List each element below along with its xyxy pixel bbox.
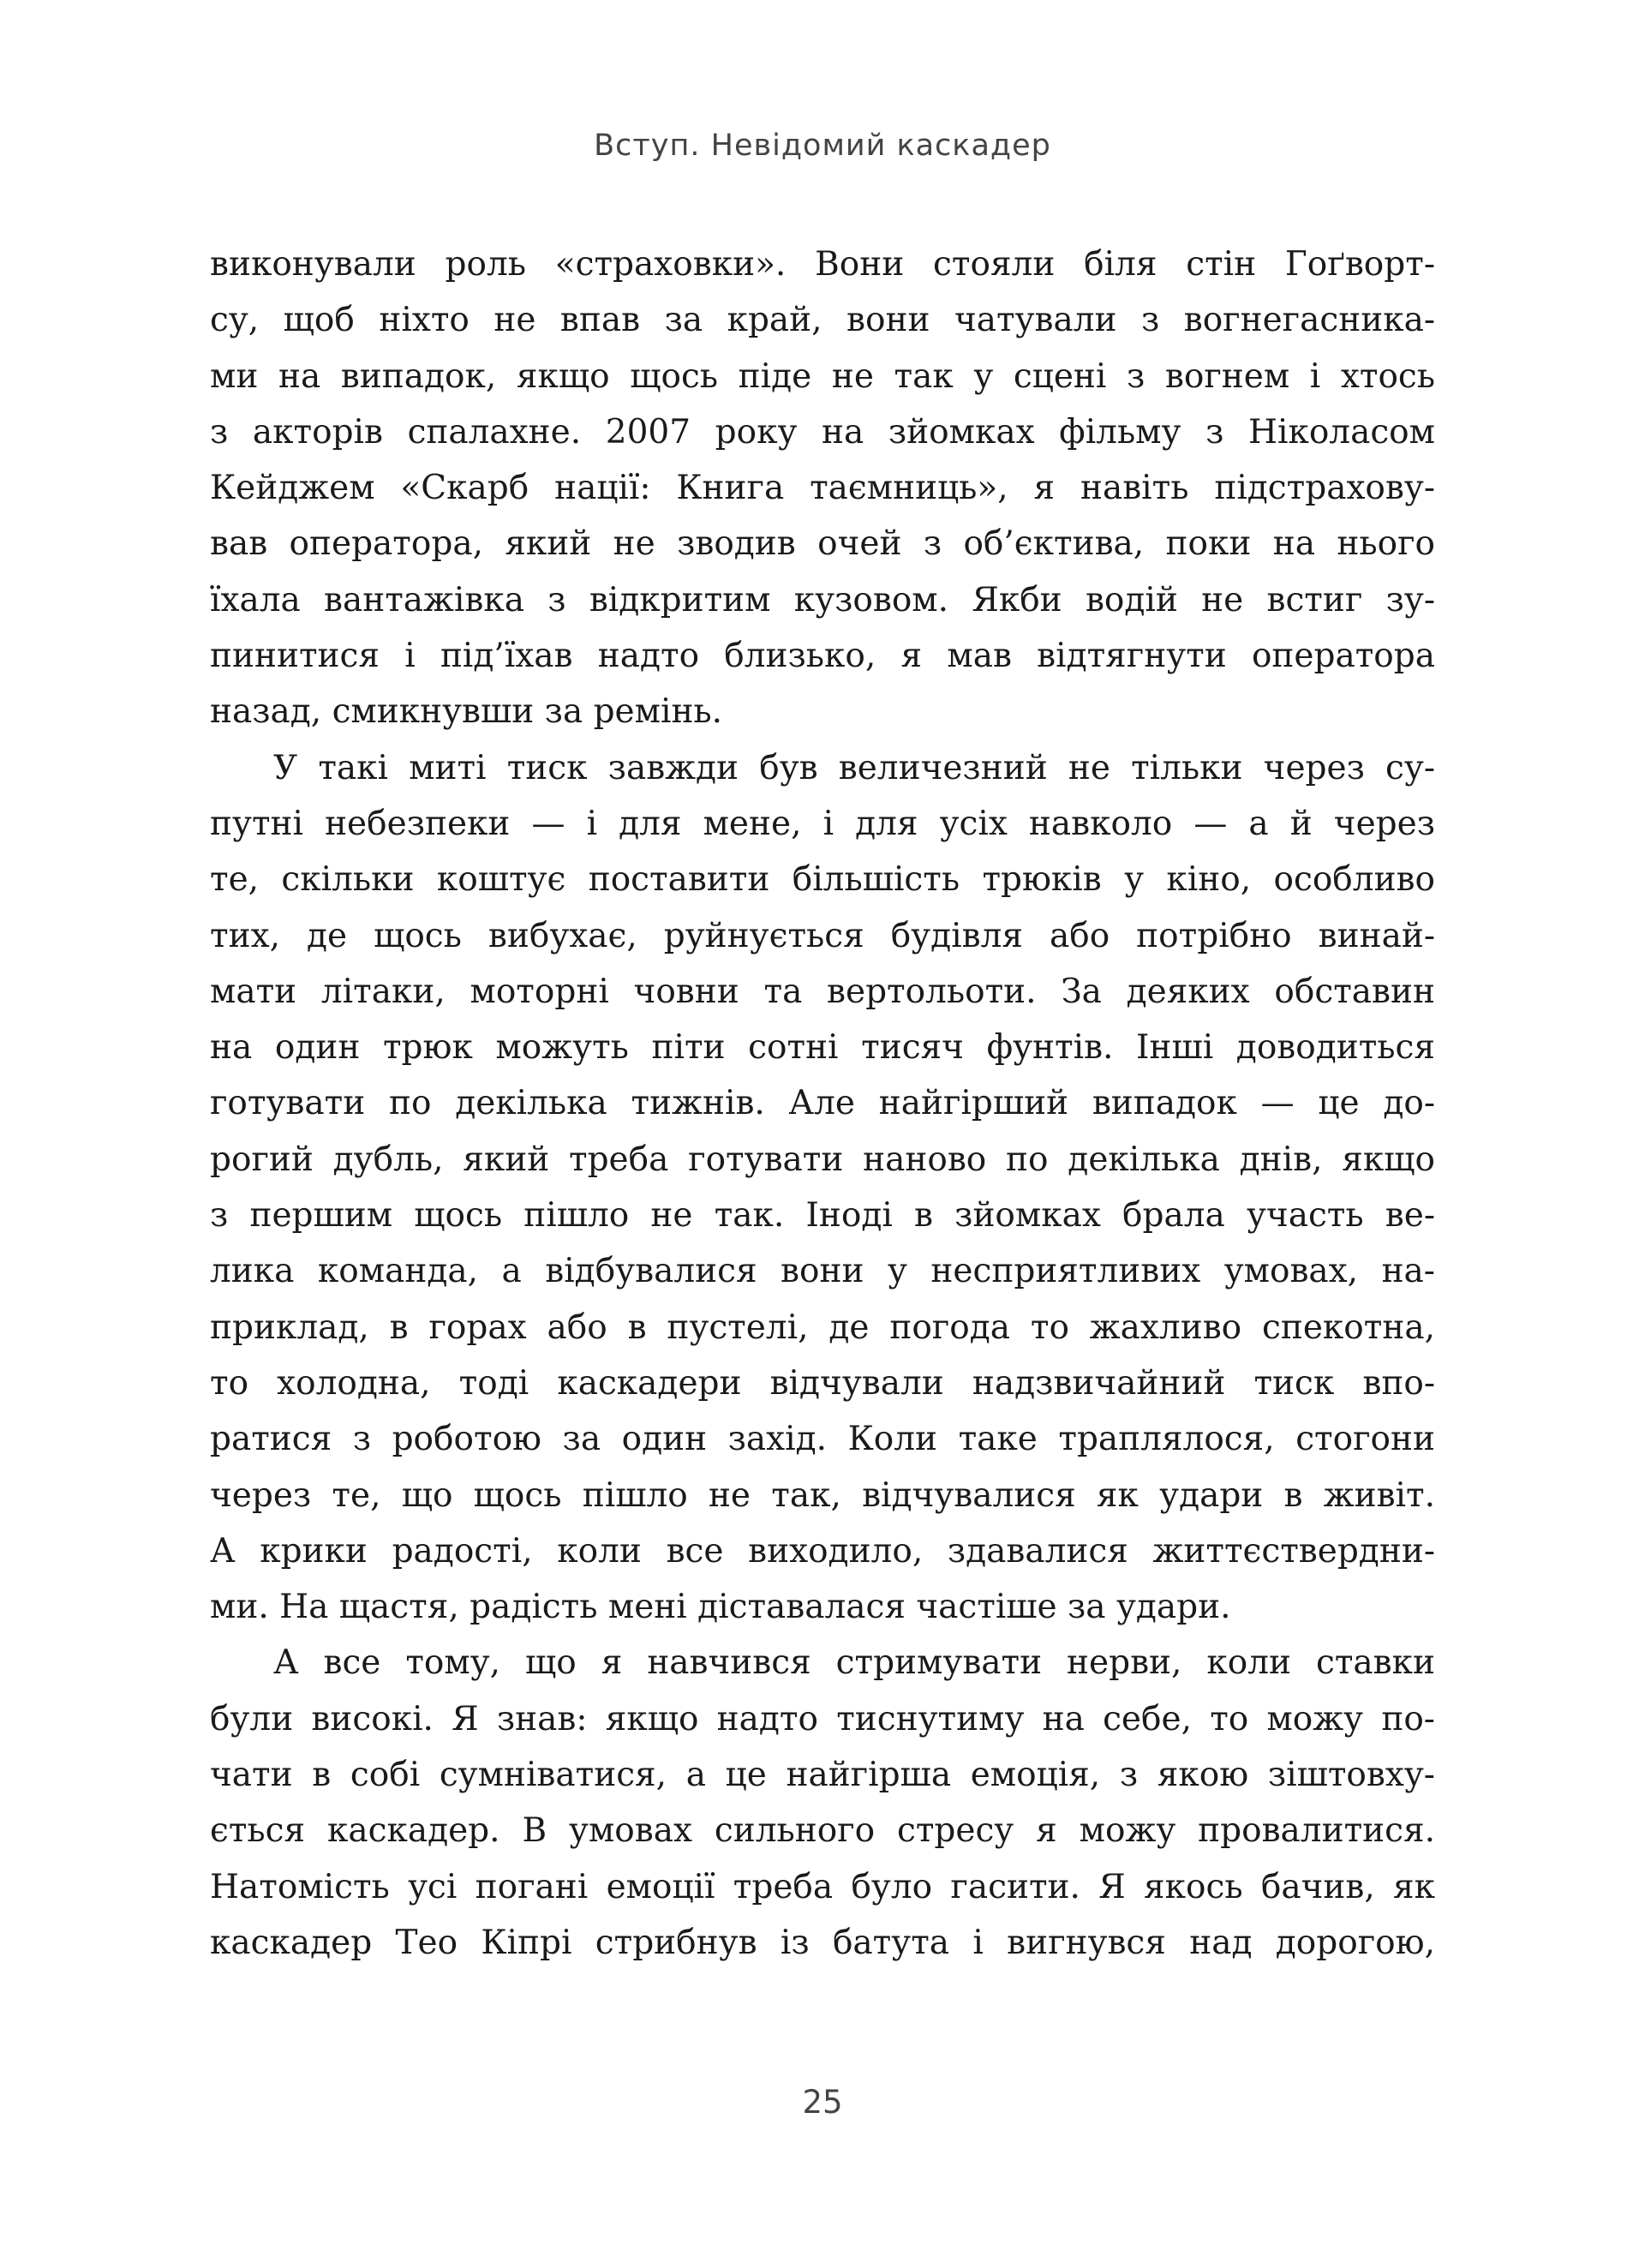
- body-text: [210, 236, 1435, 1971]
- text-line: з акторів спалахне. 2007 року на зйомках фільму з Ніколасом: [210, 412, 1435, 452]
- text-line: каскадер Тео Кіпрі стрибнув із батута і вигнувся над дорогою,: [210, 1923, 1435, 1962]
- text-line: ми на випадок, якщо щось піде не так у сцені з вогнем і хтось: [210, 356, 1435, 396]
- page-number: 25: [802, 2084, 843, 2121]
- text-line: на один трюк можуть піти сотні тисяч фунтів. Інші доводиться: [210, 1028, 1435, 1068]
- text-line: те, скільки коштує поставити більшість трюків у кіно, особливо: [210, 860, 1435, 900]
- text-line: Натомість усі погані емоції треба було гасити. Я якось бачив, як: [210, 1867, 1435, 1906]
- text-line: їхала вантажівка з відкритим кузовом. Якби водій не встиг зу-: [210, 580, 1435, 619]
- text-line: А все тому, що я навчився стримувати нерви, коли ставки: [273, 1643, 1435, 1683]
- text-line: чати в собі сумніватися, а це найгірша емоція, з якою зіштовху-: [210, 1756, 1435, 1795]
- text-line: назад, смикнувши за ремінь.: [210, 692, 723, 732]
- text-line: через те, що щось пішло не так, відчувалися як удари в живіт.: [210, 1475, 1435, 1515]
- text-line: су, щоб ніхто не впав за край, вони чатували з вогнегасника-: [210, 301, 1435, 340]
- text-line: А крики радості, коли все виходило, здавалися життєствердни-: [210, 1531, 1435, 1571]
- text-line: тих, де щось вибухає, руйнується будівля або потрібно винай-: [210, 916, 1435, 955]
- text-line: ми. На щастя, радість мені діставалася частіше за удари.: [210, 1588, 1231, 1627]
- text-line: вав оператора, який не зводив очей з об’єктива, поки на нього: [210, 524, 1435, 564]
- text-line: були високі. Я знав: якщо надто тиснутиму на себе, то можу по-: [210, 1699, 1435, 1738]
- text-line: то холодна, тоді каскадери відчували надзвичайний тиск впо-: [210, 1363, 1435, 1403]
- text-line: Кейджем «Скарб нації: Книга таємниць», я навіть підстрахову-: [210, 469, 1435, 508]
- text-line: з першим щось пішло не так. Іноді в зйомках брала участь ве-: [210, 1196, 1435, 1236]
- text-line: мати літаки, моторні човни та вертольоти. За деяких обставин: [210, 972, 1435, 1011]
- text-line: рогий дубль, який треба готувати наново по декілька днів, якщо: [210, 1140, 1435, 1179]
- text-line: готувати по декілька тижнів. Але найгірший випадок — це до-: [210, 1084, 1435, 1123]
- text-line: пинитися і під’їхав надто близько, я мав відтягнути оператора: [210, 637, 1435, 676]
- text-line: путні небезпеки — і для мене, і для усіх навколо — а й через: [210, 804, 1435, 843]
- text-line: ратися з роботою за один захід. Коли таке траплялося, стогони: [210, 1420, 1435, 1459]
- running-head: Вступ. Невідомий каскадер: [594, 129, 1051, 163]
- text-line: виконували роль «страховки». Вони стояли біля стін Гоґворт-: [210, 245, 1435, 284]
- text-line: ється каскадер. В умовах сильного стресу я можу провалитися.: [210, 1811, 1435, 1851]
- text-line: приклад, в горах або в пустелі, де погода то жахливо спекотна,: [210, 1308, 1435, 1347]
- text-line: лика команда, а відбувалися вони у несприятливих умовах, на-: [210, 1252, 1435, 1291]
- text-line: У такі миті тиск завжди був величезний не тільки через су-: [273, 748, 1435, 787]
